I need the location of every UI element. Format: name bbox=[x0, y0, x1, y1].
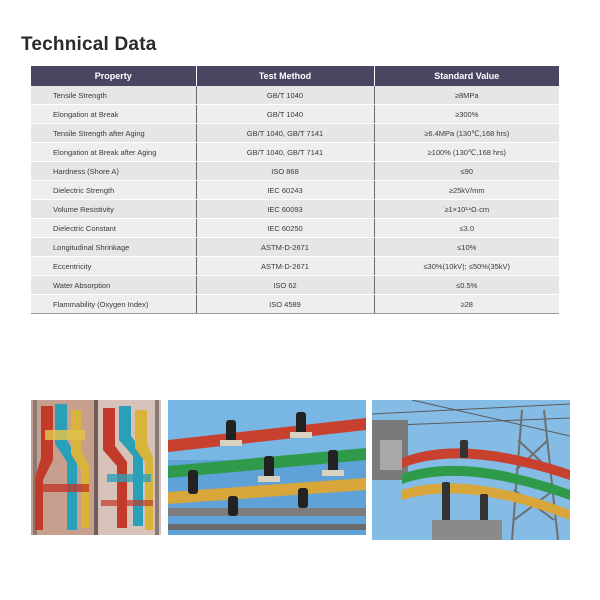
cell-standard-value: ≥1×10¹⁴Ω·cm bbox=[374, 200, 559, 219]
cell-property: Hardness (Shore A) bbox=[31, 162, 196, 181]
cell-standard-value: ≥8MPa bbox=[374, 86, 559, 105]
cell-property: Volume Resistivity bbox=[31, 200, 196, 219]
cell-property: Dielectric Strength bbox=[31, 181, 196, 200]
cell-test-method: GB/T 1040 bbox=[196, 105, 374, 124]
cell-standard-value: ≤10% bbox=[374, 238, 559, 257]
table-row bbox=[31, 219, 559, 238]
cell-test-method: ISO 62 bbox=[196, 276, 374, 295]
table-row bbox=[31, 238, 559, 257]
column-header-test-method: Test Method bbox=[196, 66, 374, 86]
cell-standard-value: ≥300% bbox=[374, 105, 559, 124]
table-row bbox=[31, 257, 559, 276]
cell-standard-value: ≤30%(10kV); ≤50%(35kV) bbox=[374, 257, 559, 276]
cell-property: Longitudinal Shrinkage bbox=[31, 238, 196, 257]
switchgear-busbar-photo bbox=[31, 400, 161, 535]
cell-test-method: ISO 868 bbox=[196, 162, 374, 181]
cell-test-method: IEC 60093 bbox=[196, 200, 374, 219]
cell-standard-value: ≥6.4MPa (130℃,168 hrs) bbox=[374, 124, 559, 143]
cell-property: Tensile Strength bbox=[31, 86, 196, 105]
column-header-standard-value: Standard Value bbox=[374, 66, 559, 86]
cell-standard-value: ≥100% (130℃,168 hrs) bbox=[374, 143, 559, 162]
table-row bbox=[31, 200, 559, 219]
technical-data-table bbox=[31, 66, 559, 314]
cell-property: Elongation at Break bbox=[31, 105, 196, 124]
cell-test-method: IEC 60243 bbox=[196, 181, 374, 200]
cell-standard-value: ≤3.0 bbox=[374, 219, 559, 238]
cell-property: Dielectric Constant bbox=[31, 219, 196, 238]
cell-test-method: GB/T 1040, GB/T 7141 bbox=[196, 143, 374, 162]
cell-test-method: GB/T 1040 bbox=[196, 86, 374, 105]
cell-property: Water Absorption bbox=[31, 276, 196, 295]
table-row bbox=[31, 105, 559, 124]
table-row bbox=[31, 181, 559, 200]
table-row bbox=[31, 276, 559, 295]
column-header-property: Property bbox=[31, 66, 196, 86]
page-title: Technical Data bbox=[21, 34, 157, 55]
cell-standard-value: ≤90 bbox=[374, 162, 559, 181]
cell-property: Flammability (Oxygen Index) bbox=[31, 295, 196, 314]
substation-busbar-photo bbox=[168, 400, 366, 535]
cell-test-method: GB/T 1040, GB/T 7141 bbox=[196, 124, 374, 143]
cell-standard-value: ≥25kV/mm bbox=[374, 181, 559, 200]
table-row bbox=[31, 86, 559, 105]
cell-test-method: ASTM-D-2671 bbox=[196, 238, 374, 257]
cell-test-method: IEC 60250 bbox=[196, 219, 374, 238]
cell-standard-value: ≥28 bbox=[374, 295, 559, 314]
outdoor-substation-photo bbox=[372, 400, 570, 540]
table-row bbox=[31, 162, 559, 181]
cell-property: Elongation at Break after Aging bbox=[31, 143, 196, 162]
table-header-row bbox=[31, 66, 559, 86]
cell-test-method: ASTM-D-2671 bbox=[196, 257, 374, 276]
table-row bbox=[31, 295, 559, 314]
cell-property: Eccentricity bbox=[31, 257, 196, 276]
cell-property: Tensile Strength after Aging bbox=[31, 124, 196, 143]
cell-test-method: ISO 4589 bbox=[196, 295, 374, 314]
cell-standard-value: ≤0.5% bbox=[374, 276, 559, 295]
table-row bbox=[31, 124, 559, 143]
table-row bbox=[31, 143, 559, 162]
